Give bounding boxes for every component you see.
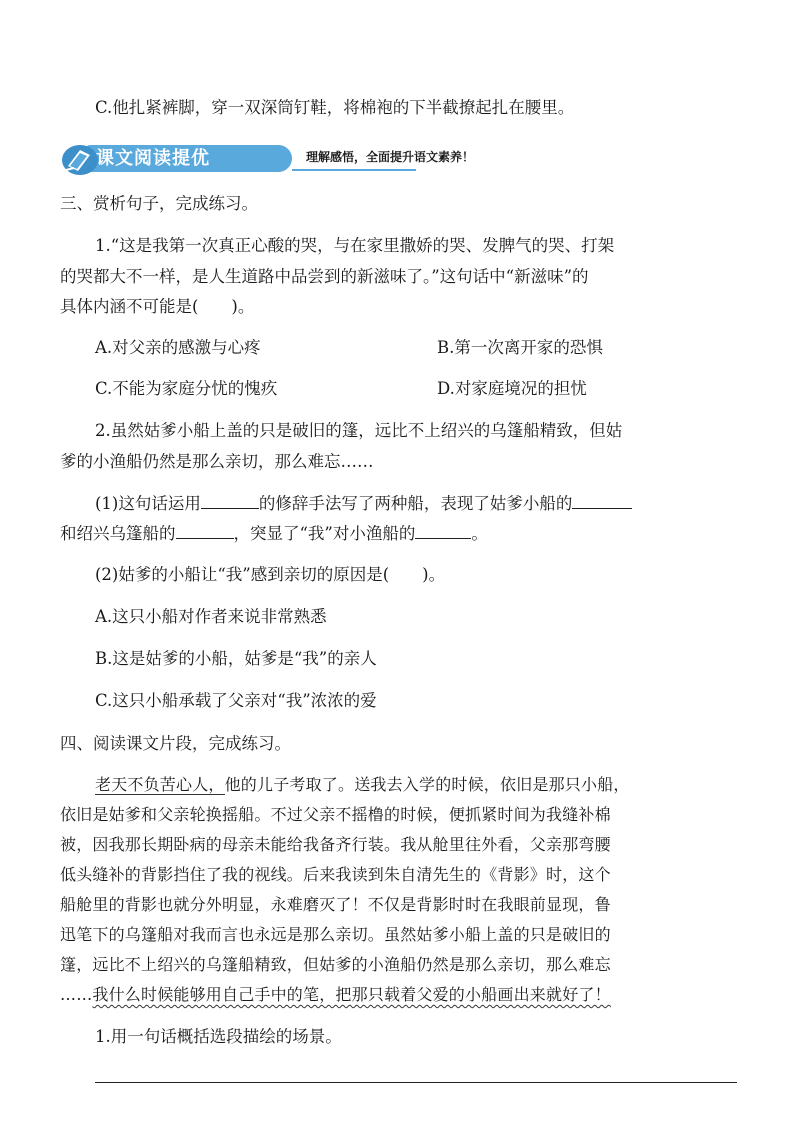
sub1-text-5: 。 (471, 524, 488, 543)
answer-blank-3[interactable] (176, 522, 234, 539)
passage-underlined-phrase: 老天不负苦心人， (95, 775, 225, 794)
s3-q2-sub1-line2 (60, 522, 488, 545)
s3-q2-sub2-stem: (2)姑爹的小船让“我”感到亲切的原因是( )。 (95, 565, 446, 584)
s3-q1-option-b: B.第一次离开家的恐惧 (437, 338, 603, 357)
sub1-text-2: 的修辞手法写了两种船，表现了姑爹小船的 (258, 494, 573, 513)
option-c-line: C.他扎紧裤脚，穿一双深筒钉鞋，将棉袍的下半截撩起扎在腰里。 (95, 98, 575, 117)
passage-line-3: 被，因我那长期卧病的母亲未能给我备齐行装。我从舱里往外看，父亲那弯腰 (60, 835, 611, 854)
s3-q1-option-c: C.不能为家庭分忧的愧疚 (95, 379, 278, 398)
answer-blank-2[interactable] (572, 492, 632, 509)
sub1-text-1: (1)这句话运用 (95, 494, 201, 513)
passage-line-6: 迅笔下的乌篷船对我而言也永远是那么亲切。虽然姑爹小船上盖的只是破旧的 (60, 925, 611, 944)
s3-q2-sub1-line1 (95, 492, 632, 515)
s3-q1-line2: 的哭都大不一样，是人生道路中品尝到的新滋味了。”这句话中“新滋味”的 (60, 267, 589, 286)
passage-line-7: 篷，远比不上绍兴的乌篷船精致，但姑爹的小渔船仍然是那么亲切，那么难忘 (60, 955, 611, 974)
s3-q1-option-d: D.对家庭境况的担忧 (437, 379, 587, 398)
section-banner (60, 142, 475, 176)
passage-ellipsis: …… (60, 985, 93, 1004)
s4-q1: 1.用一句话概括选段描绘的场景。 (95, 1027, 342, 1046)
section4-heading: 四、阅读课文片段，完成练习。 (60, 734, 291, 753)
answer-line[interactable] (95, 1082, 737, 1083)
passage-wavy-sentence: 我什么时候能够用自己手中的笔，把那只载着父爱的小船画出来就好了！ (92, 985, 611, 1004)
s3-q1-option-a: A.对父亲的感激与心疼 (95, 338, 261, 357)
pen-book-icon (60, 142, 100, 176)
banner-title: 课文阅读提优 (96, 148, 210, 169)
s3-q1-line1 (95, 235, 737, 257)
section3-heading: 三、赏析句子，完成练习。 (60, 194, 258, 213)
passage-line-5: 船舱里的背影也就分外明显，永难磨灭了！不仅是背影时时在我眼前显现，鲁 (60, 895, 611, 914)
s3-q1-text1: 1.“这是我第一次真正心酸的哭，与在家里撒娇的哭、发脾气的哭、打架 (95, 236, 615, 255)
sub1-text-3: 和绍兴乌篷船的 (60, 524, 176, 543)
s3-q2-sub2-option-a: A.这只小船对作者来说非常熟悉 (95, 607, 327, 626)
s3-q1-line3: 具体内涵不可能是( )。 (60, 297, 255, 316)
banner-slogan: 理解感悟，全面提升语文素养！ (306, 150, 475, 164)
answer-blank-4[interactable] (415, 522, 471, 539)
passage-line-4: 低头缝补的背影挡住了我的视线。后来我读到朱自清先生的《背影》时，这个 (60, 865, 611, 884)
s3-q2-sub2-option-c: C.这只小船承载了父亲对“我”浓浓的爱 (95, 691, 377, 710)
sub1-text-4: ，突显了“我”对小渔船的 (233, 524, 416, 543)
answer-blank-1[interactable] (201, 492, 259, 509)
s3-q2-sub2-option-b: B.这是姑爹的小船，姑爹是“我”的亲人 (95, 649, 377, 668)
passage-line-8 (60, 984, 611, 1006)
passage-line-1 (95, 774, 630, 796)
passage-line-1-rest: 他的儿子考取了。送我去入学的时候，依旧是那只小船， (224, 775, 630, 794)
s3-q2-line2: 爹的小渔船仍然是那么亲切，那么难忘…… (60, 452, 374, 471)
s3-q2-line1: 2.虽然姑爹小船上盖的只是破旧的篷，远比不上绍兴的乌篷船精致，但姑 (95, 421, 623, 440)
banner-underline (292, 169, 416, 171)
passage-line-2: 依旧是姑爹和父亲轮换摇船。不过父亲不摇橹的时候，便抓紧时间为我缝补棉 (60, 805, 611, 824)
